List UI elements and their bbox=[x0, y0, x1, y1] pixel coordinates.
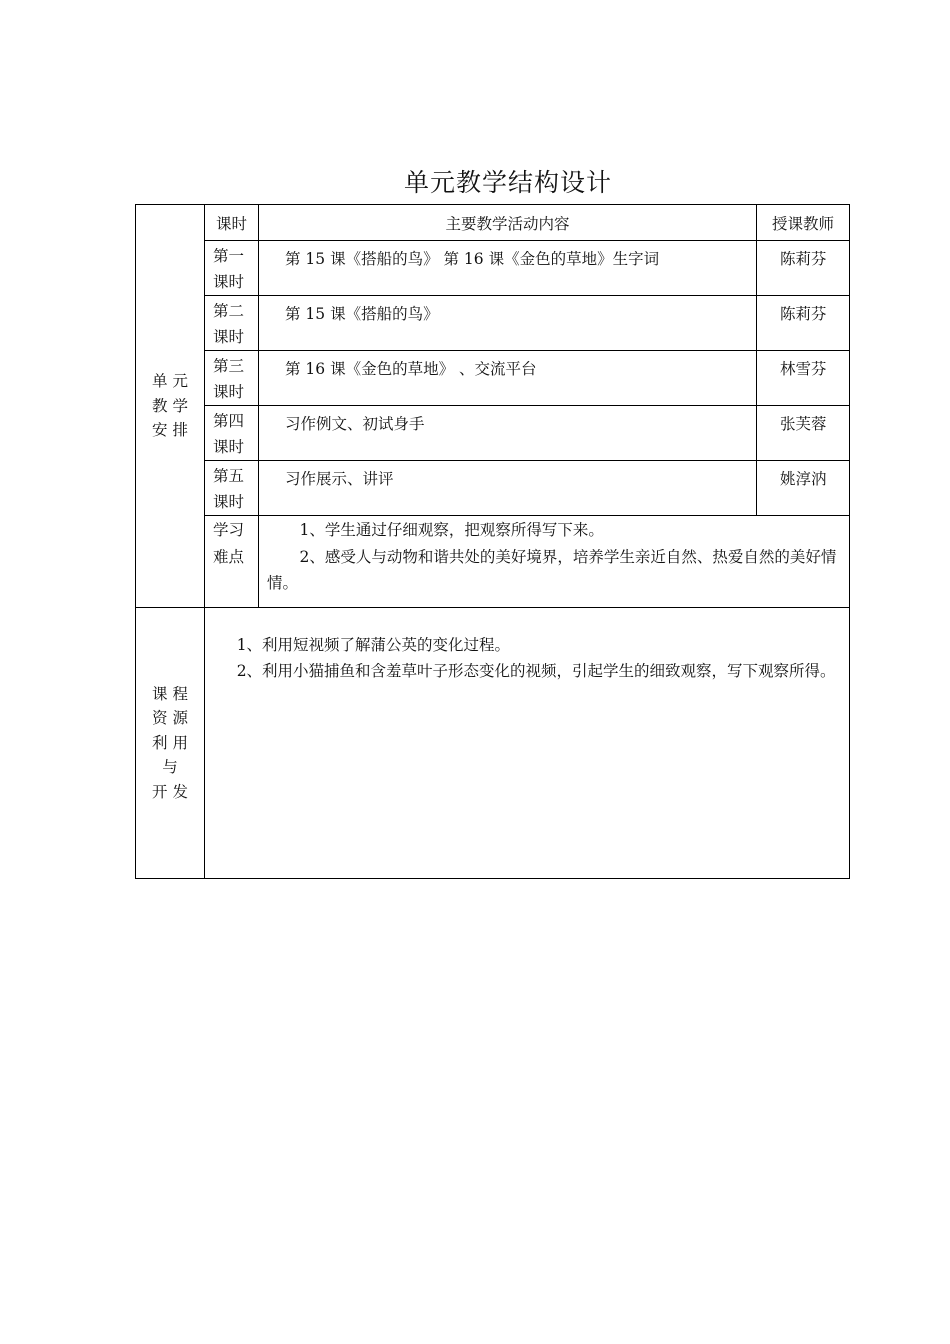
unit-design-table bbox=[135, 204, 850, 879]
lesson-period: 第二 课时 bbox=[205, 296, 259, 351]
lesson-period: 第四 课时 bbox=[205, 406, 259, 461]
page-title: 单元教学结构设计 bbox=[403, 168, 612, 197]
difficulty-row bbox=[136, 516, 850, 608]
lesson-teacher: 张芙蓉 bbox=[757, 406, 850, 461]
resources-label: 课 程 资 源 利 用 与 开 发 bbox=[136, 608, 205, 879]
header-teacher: 授课教师 bbox=[757, 205, 850, 241]
lesson-teacher: 姚淳汭 bbox=[757, 461, 850, 516]
lesson-teacher: 陈莉芬 bbox=[757, 241, 850, 296]
lesson-content: 习作例文、初试身手 bbox=[259, 406, 757, 461]
lesson-content: 习作展示、讲评 bbox=[259, 461, 757, 516]
lesson-period: 第三 课时 bbox=[205, 351, 259, 406]
lesson-content: 第 15 课《搭船的鸟》 第 16 课《金色的草地》生字词 bbox=[259, 241, 757, 296]
table-row bbox=[136, 296, 850, 351]
resource-item: 2、利用小猫捕鱼和含羞草叶子形态变化的视频，引起学生的细致观察，写下观察所得。 bbox=[236, 662, 836, 680]
difficulty-item: 1、学生通过仔细观察，把观察所得写下来。 bbox=[299, 521, 604, 539]
lesson-teacher: 陈莉芬 bbox=[757, 296, 850, 351]
lesson-teacher: 林雪芬 bbox=[757, 351, 850, 406]
table-row bbox=[136, 351, 850, 406]
lesson-period: 第一 课时 bbox=[205, 241, 259, 296]
difficulty-label: 学习 难点 bbox=[205, 516, 259, 608]
lesson-content: 第 16 课《金色的草地》 、交流平台 bbox=[259, 351, 757, 406]
difficulty-item: 2、感受人与动物和谐共处的美好境界，培养学生亲近自然、热爱自然的美好情情。 bbox=[267, 547, 837, 592]
table-row bbox=[136, 461, 850, 516]
table-row bbox=[136, 241, 850, 296]
table-row bbox=[136, 406, 850, 461]
resources-row bbox=[136, 608, 850, 879]
difficulty-content bbox=[259, 516, 850, 608]
resource-item: 1、利用短视频了解蒲公英的变化过程。 bbox=[236, 636, 511, 654]
header-content: 主要教学活动内容 bbox=[259, 205, 757, 241]
lesson-content: 第 15 课《搭船的鸟》 bbox=[259, 296, 757, 351]
unit-arrangement-label: 单 元 教 学 安 排 bbox=[136, 205, 205, 608]
header-period: 课时 bbox=[205, 205, 259, 241]
resources-content bbox=[205, 608, 850, 879]
lesson-period: 第五 课时 bbox=[205, 461, 259, 516]
